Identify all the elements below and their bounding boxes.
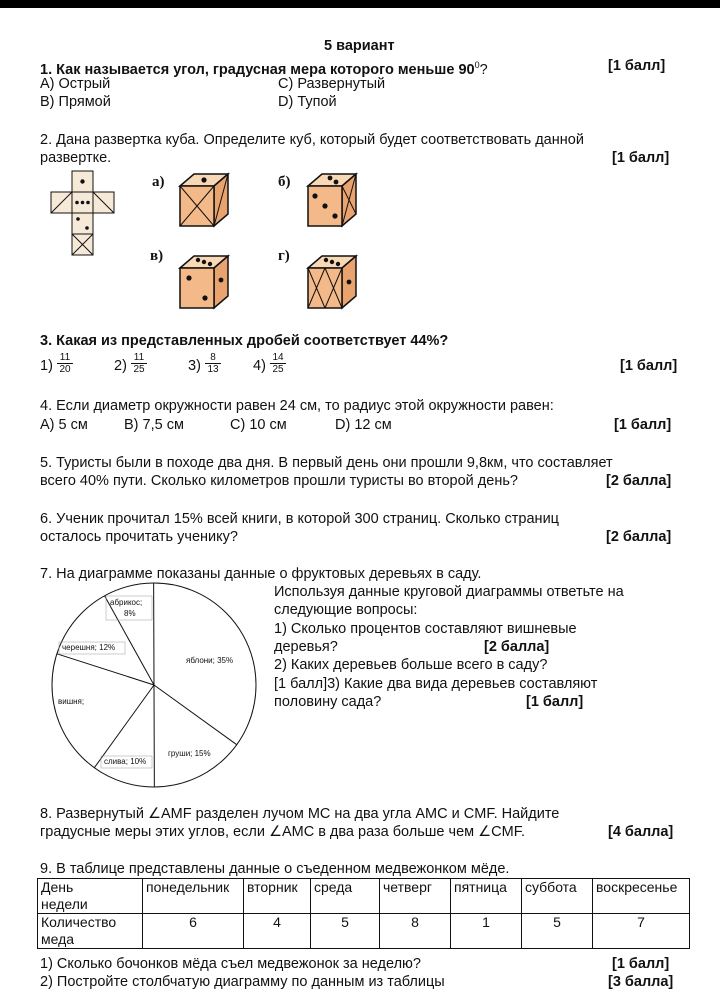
- cube-b: [304, 170, 364, 232]
- q3-opt4-frac: [270, 352, 286, 375]
- frac-den: 20: [59, 364, 71, 375]
- q2-points: [1 балл]: [612, 150, 670, 166]
- table-cell: 1: [451, 914, 522, 949]
- q1-option-c: C) Развернутый: [278, 76, 386, 92]
- q3-opt3-frac: [205, 352, 221, 375]
- q5-line2: всего 40% пути. Сколько километров прошли туристы во второй день?: [40, 473, 518, 489]
- q3-opt1-frac: [57, 352, 73, 375]
- q1-sup: 0: [474, 60, 480, 70]
- q9-sub1-points: [1 балл]: [612, 956, 670, 972]
- q1-option-d: D) Тупой: [278, 94, 337, 110]
- frac-den: 25: [133, 364, 145, 375]
- table-cell: 4: [244, 914, 311, 949]
- table-cell: 8: [380, 914, 451, 949]
- row-header-amount-a: Количество: [41, 914, 117, 930]
- frac-den: 25: [272, 364, 284, 375]
- pie-label-cherry: вишня;: [58, 697, 85, 706]
- row-header-amount-b: меда: [41, 931, 75, 947]
- page-title: 5 вариант: [324, 38, 395, 54]
- row-header-day-b: недели: [41, 896, 88, 912]
- frac-num: 11: [131, 352, 147, 364]
- q1-option-b: B) Прямой: [40, 94, 111, 110]
- table-cell: суббота: [522, 879, 593, 914]
- cube-net: [48, 170, 118, 262]
- q5-line1: 5. Туристы были в походе два дня. В первый день они прошли 9,8км, что составляет: [40, 455, 613, 471]
- q8-line1: 8. Развернутый ∠AMF разделен лучом MC на два угла AMC и CMF. Найдите: [40, 806, 560, 822]
- q2-label-b: б): [278, 174, 291, 190]
- table-row: [38, 879, 690, 914]
- pie-chart: [48, 580, 270, 790]
- q7-side-1: следующие вопросы:: [274, 602, 418, 618]
- q2-label-v: в): [150, 248, 164, 264]
- frac-num: 11: [57, 352, 73, 364]
- q3-opt4-label: 4): [253, 358, 266, 374]
- pie-label-apricot-name: абрикос;: [110, 598, 143, 607]
- q7-points-a: [2 балла]: [484, 639, 550, 655]
- q2-line1: 2. Дана развертка куба. Определите куб, который будет соответствовать данной: [40, 132, 584, 148]
- q6-line1: 6. Ученик прочитал 15% всей книги, в которой 300 страниц. Сколько страниц: [40, 511, 559, 527]
- q1-option-a: A) Острый: [40, 76, 111, 92]
- q2-label-a: а): [152, 174, 165, 190]
- q4-option-d: D) 12 см: [335, 417, 392, 433]
- q4-option-b: B) 7,5 см: [124, 417, 184, 433]
- row-header-day-a: День: [41, 879, 74, 895]
- q1-tail: ?: [479, 61, 488, 78]
- top-bar: [0, 0, 720, 8]
- q7-side-4: 2) Каких деревьев больше всего в саду?: [274, 657, 548, 673]
- cube-g: [304, 252, 364, 314]
- q2-line2: развертке.: [40, 150, 112, 166]
- q7-side-3: деревья?: [274, 639, 338, 655]
- q7-side-5: [1 балл]3) Какие два вида деревьев составляют: [274, 676, 598, 692]
- q3-text: 3. Какая из представленных дробей соответствует 44%?: [40, 333, 449, 349]
- q4-option-a: A) 5 см: [40, 417, 88, 433]
- honey-table: [37, 878, 690, 949]
- q1-points: [1 балл]: [608, 58, 666, 74]
- q7-side-0: Используя данные круговой диаграммы ответьте на: [274, 584, 624, 600]
- q7-side-6: половину сада?: [274, 694, 382, 710]
- q3-opt2-frac: [131, 352, 147, 375]
- frac-num: 14: [270, 352, 286, 364]
- frac-den: 13: [207, 364, 219, 375]
- q3-opt3-label: 3): [188, 358, 201, 374]
- q6-line2: осталось прочитать ученику?: [40, 529, 238, 545]
- table-cell: вторник: [244, 879, 311, 914]
- q3-points: [1 балл]: [620, 358, 678, 374]
- q4-text: 4. Если диаметр окружности равен 24 см, то радиус этой окружности равен:: [40, 398, 554, 414]
- q8-points: [4 балла]: [608, 824, 674, 840]
- q9-sub1: 1) Сколько бочонков мёда съел медвежонок за неделю?: [40, 956, 421, 972]
- table-cell: среда: [311, 879, 380, 914]
- pie-label-sweet-cherry: черешня; 12%: [62, 643, 116, 652]
- table-cell: четверг: [380, 879, 451, 914]
- frac-num: 8: [205, 352, 221, 364]
- table-cell: 5: [311, 914, 380, 949]
- pie-label-apricot-value: 8%: [124, 609, 136, 618]
- q1-text-main: 1. Как называется угол, градусная мера которого меньше 90: [40, 61, 475, 78]
- table-cell: воскресенье: [593, 879, 690, 914]
- q7-points-b: [1 балл]: [526, 694, 584, 710]
- row-header-amount: [38, 914, 143, 949]
- q9-text: 9. В таблице представлены данные о съеденном медвежонком мёде.: [40, 861, 510, 877]
- table-row: [38, 914, 690, 949]
- q3-opt2-label: 2): [114, 358, 127, 374]
- table-cell: понедельник: [143, 879, 244, 914]
- table-cell: пятница: [451, 879, 522, 914]
- q9-sub2-points: [3 балла]: [608, 974, 674, 990]
- q9-sub2: 2) Постройте столбчатую диаграмму по данным из таблицы: [40, 974, 445, 990]
- q4-points: [1 балл]: [614, 417, 672, 433]
- row-header-day: [38, 879, 143, 914]
- q2-label-g: г): [278, 248, 290, 264]
- table-cell: 5: [522, 914, 593, 949]
- q4-option-c: C) 10 см: [230, 417, 287, 433]
- q3-opt1-label: 1): [40, 358, 53, 374]
- q7-line1: 7. На диаграмме показаны данные о фруктовых деревьях в саду.: [40, 566, 482, 582]
- q5-points: [2 балла]: [606, 473, 672, 489]
- q6-points: [2 балла]: [606, 529, 672, 545]
- pie-label-plum: слива; 10%: [104, 757, 147, 766]
- q8-line2: градусные меры этих углов, если ∠AMC в два раза больше чем ∠CMF.: [40, 824, 525, 840]
- table-cell: 7: [593, 914, 690, 949]
- cube-a: [176, 170, 236, 232]
- pie-label-pear: груши; 15%: [168, 749, 211, 758]
- q7-side-2: 1) Сколько процентов составляют вишневые: [274, 621, 577, 637]
- table-cell: 6: [143, 914, 244, 949]
- cube-v: [176, 252, 236, 314]
- pie-label-apple: яблони; 35%: [186, 656, 234, 665]
